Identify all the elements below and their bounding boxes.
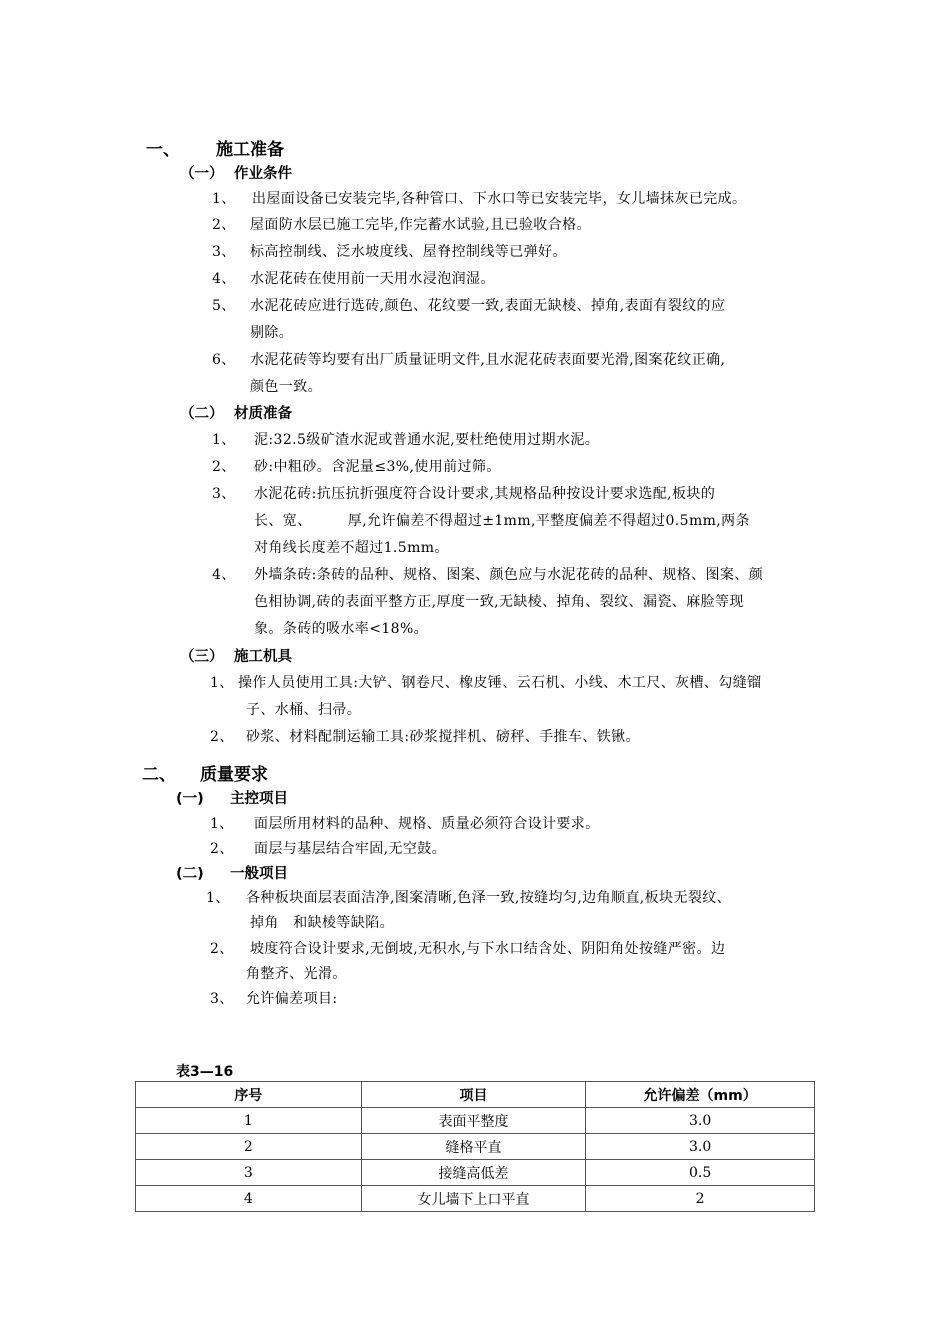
table-row [136,1134,815,1160]
cell-index: 4 [136,1186,362,1212]
section-1-number: 一、 [146,140,180,160]
item-num: 1、 [206,890,230,906]
tolerance-table [135,1081,815,1212]
item-text: 色相协调,砖的表面平整方正,厚度一致,无缺棱、掉角、裂纹、漏瓷、麻脸等现 [254,594,744,610]
item-num: 2、 [210,841,234,857]
section-1-title: 施工准备 [216,140,284,160]
item-text: 子、水桶、扫帚。 [246,702,362,718]
item-num: 1、 [210,675,234,691]
cell-tolerance: 3.0 [586,1134,815,1160]
subsection-1-1-number: （一） [180,166,224,182]
item-text: 砂:中粗砂。含泥量≤3%,使用前过筛。 [254,459,501,475]
item-num: 3、 [212,486,236,502]
table-row [136,1160,815,1186]
subsection-1-1-title: 作业条件 [234,166,292,182]
subsection-1-2-title: 材质准备 [234,406,292,422]
item-text: 象。条砖的吸水率<18%。 [254,621,429,637]
item-text: 泥:32.5级矿渣水泥或普通水泥,要杜绝使用过期水泥。 [254,432,600,448]
item-text: 水泥花砖等均要有出厂质量证明文件,且水泥花砖表面要光滑,图案花纹正确, [250,352,726,368]
item-text: 坡度符合设计要求,无倒坡,无积水,与下水口结含处、阴阳角处按缝严密。边 [250,941,726,957]
cell-item: 表面平整度 [361,1108,586,1134]
cell-index: 3 [136,1160,362,1186]
header-tolerance: 允许偏差（mm） [586,1082,815,1108]
cell-tolerance: 0.5 [586,1160,815,1186]
item-text: 角整齐、光滑。 [246,966,347,982]
item-text: 面层所用材料的品种、规格、质量必须符合设计要求。 [254,816,600,832]
item-num: 1、 [212,191,236,207]
cell-tolerance: 2 [586,1186,815,1212]
item-text: 水泥花砖:抗压抗折强度符合设计要求,其规格品种按设计要求选配,板块的 [254,486,716,502]
cell-index: 1 [136,1108,362,1134]
item-text: 标高控制线、泛水坡度线、屋脊控制线等已弹好。 [250,244,567,260]
header-item: 项目 [361,1082,586,1108]
item-text: 剔除。 [250,325,294,341]
subsection-2-2-title: 一般项目 [230,866,288,882]
table-header-row [136,1082,815,1108]
item-num: 4、 [212,271,236,287]
item-num: 6、 [212,352,236,368]
item-text: 屋面防水层已施工完毕,作完蓄水试验,且已验收合格。 [250,217,591,233]
subsection-2-2-number: (二) [176,866,204,882]
item-text: 对角线长度差不超过1.5mm。 [254,540,449,556]
item-text: 颜色一致。 [250,379,322,395]
section-2-number: 二、 [142,765,176,785]
table-caption: 表3—16 [176,1064,234,1080]
item-num: 2、 [212,217,236,233]
table-row [136,1108,815,1134]
item-num: 2、 [210,941,234,957]
subsection-1-2-number: （二） [180,406,224,422]
cell-item: 接缝高低差 [361,1160,586,1186]
item-num: 3、 [210,991,234,1007]
subsection-2-1-number: (一) [176,791,204,807]
section-2-title: 质量要求 [200,765,268,785]
item-text: 砂浆、材料配制运输工具:砂浆搅拌机、磅秤、手推车、铁锹。 [246,729,640,745]
item-text: 水泥花砖应进行选砖,颜色、花纹要一致,表面无缺棱、掉角,表面有裂纹的应 [250,298,726,314]
cell-item: 缝格平直 [361,1134,586,1160]
cell-index: 2 [136,1134,362,1160]
item-num: 2、 [212,459,236,475]
item-num: 2、 [210,729,234,745]
item-num: 1、 [210,816,234,832]
item-text: 面层与基层结合牢固,无空鼓。 [254,841,447,857]
cell-tolerance: 3.0 [586,1108,815,1134]
item-text: 长、宽、 厚,允许偏差不得超过±1mm,平整度偏差不得超过0.5mm,两条 [254,513,750,529]
item-text: 出屋面设备已安装完毕,各种管口、下水口等已安装完毕，女儿墙抹灰已完成。 [252,191,747,207]
subsection-1-3-number: （三） [180,649,224,665]
item-text: 各种板块面层表面洁净,图案清晰,色泽一致,按缝均匀,边角顺直,板块无裂纹、 [246,890,732,906]
item-text: 允许偏差项目: [246,991,338,1007]
header-index: 序号 [136,1082,362,1108]
item-num: 5、 [212,298,236,314]
cell-item: 女儿墙下上口平直 [361,1186,586,1212]
subsection-2-1-title: 主控项目 [230,791,288,807]
subsection-1-3-title: 施工机具 [234,649,292,665]
item-num: 4、 [212,567,236,583]
item-text: 掉角 和缺棱等缺陷。 [250,915,394,931]
table-row [136,1186,815,1212]
item-text: 外墙条砖:条砖的品种、规格、图案、颜色应与水泥花砖的品种、规格、图案、颜 [254,567,764,583]
item-text: 水泥花砖在使用前一天用水浸泡润湿。 [250,271,495,287]
item-num: 1、 [212,432,236,448]
item-num: 3、 [212,244,236,260]
item-text: 操作人员使用工具:大铲、钢卷尺、橡皮锤、云石机、小线、木工尺、灰槽、勾缝镏 [238,675,762,691]
